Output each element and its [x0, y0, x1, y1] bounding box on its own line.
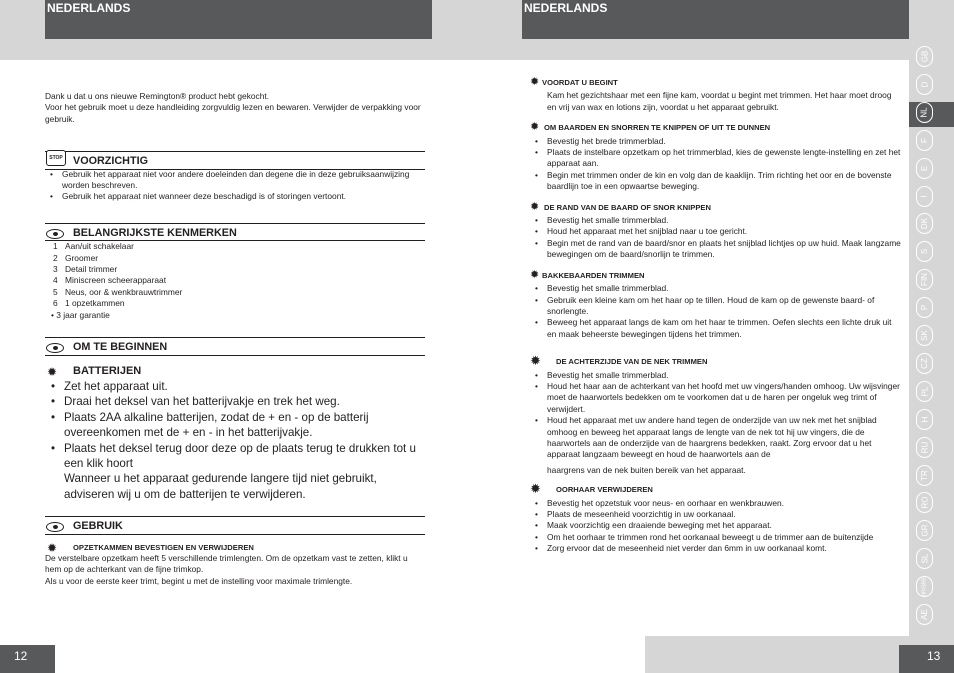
list-item: • Houd het apparaat met uw andere hand tegen de onderzijde van uw nek met het snijblad omhoog en beweeg het apparaat langs de lengte van de nek tot hij uw vingers, die de haarwortels aan de onderzijde van de haargrens bedekken, raakt. Zorg ervoor dat u het apparaat langzaam beweegt en houd de haarwortels aan de	[530, 415, 902, 461]
list-item: 1 Aan/uit schakelaar	[53, 241, 134, 252]
language-tab-fin[interactable]: FIN	[916, 269, 933, 290]
usage-text-1: De verstelbare opzetkam heeft 5 verschillende trimlengten. Om de opzetkam vast te zetten, klikt u hem op de achterkant van de fijne trimkop.	[45, 552, 408, 575]
neck-continuation: haargrens van de nek buiten bereik van het apparaat.	[547, 464, 746, 475]
list-item: • Zet het apparaat uit.	[45, 379, 425, 394]
features-title: BELANGRIJKSTE KENMERKEN	[73, 226, 237, 239]
language-tab-f[interactable]: F	[916, 130, 933, 151]
language-tab-sk[interactable]: SK	[916, 325, 933, 346]
eye-icon	[46, 229, 64, 239]
list-item: • Bevestig het opzetstuk voor neus- en oorhaar en wenkbrauwen.	[530, 498, 902, 509]
language-tab-ro[interactable]: RO	[916, 492, 933, 513]
usage-text-2: Als u voor de eerste keer trimt, begint u met de instelling voor maximale trimlengte.	[45, 575, 353, 586]
list-item: • Begin met de rand van de baard/snor en plaats het snijblad lichtjes op uw huid. Maak langzame bewegingen om de baard/snorlijn te trimmen.	[530, 238, 902, 261]
language-tab-gb[interactable]: GB	[916, 46, 933, 67]
features-list	[45, 241, 425, 309]
right-column	[530, 77, 902, 555]
beard-list	[530, 136, 902, 193]
language-tab-e[interactable]: E	[916, 158, 933, 179]
sun-icon: ✹	[530, 76, 540, 88]
list-item: • Plaats 2AA alkaline batterijen, zodat de + en - op de batterij overeenkomen met de + en - in het batterijvakje.	[45, 410, 425, 441]
language-tab-sl[interactable]: SL	[916, 548, 933, 569]
page-number-left: 12	[0, 645, 55, 673]
language-tab-h[interactable]: H	[916, 409, 933, 430]
list-item: • Maak voorzichtig een draaiende beweging met het apparaat.	[530, 520, 902, 531]
comb-heading: ✹ OPZETKAMMEN BEVESTIGEN EN VERWIJDEREN	[47, 540, 254, 555]
list-item: • Draai het deksel van het batterijvakje en trek het weg.	[45, 394, 425, 409]
language-tab-tr[interactable]: TR	[916, 465, 933, 486]
list-item: 5 Neus, oor & wenkbrauwtrimmer	[53, 286, 183, 297]
section-caution	[45, 151, 425, 169]
sun-icon: ✹	[47, 540, 58, 555]
getting-started-title: OM TE BEGINNEN	[73, 341, 168, 354]
list-item: • Zorg ervoor dat de meseenheid niet verder dan 6mm in uw oorkanaal komt.	[530, 543, 902, 554]
edge-heading: ✹ DE RAND VAN DE BAARD OF SNOR KNIPPEN	[530, 200, 711, 213]
sideburns-list	[530, 283, 902, 340]
list-item: • Bevestig het smalle trimmerblad.	[530, 283, 902, 294]
language-tab-d[interactable]: D	[916, 74, 933, 95]
list-item: 3 Detail trimmer	[53, 264, 118, 275]
caution-list	[45, 169, 425, 203]
sun-icon: ✹	[530, 121, 540, 134]
sun-icon: ✹	[530, 353, 541, 369]
list-item: • Houd het haar aan de achterkant van het hoofd met uw vingers/handen omhoog. Uw wijsvinger moet de haarwortels bedekken om te voorkomen dat u de haren per ongeluk weg trimt of verwijdert.	[530, 381, 902, 415]
list-item: • Plaats het deksel terug door deze op de plaats terug te drukken tot u een klik hoort	[45, 441, 425, 472]
eye-icon	[46, 522, 64, 532]
list-item: • Plaats de meseenheid voorzichtig in uw oorkanaal.	[530, 509, 902, 520]
language-tab-nl[interactable]: NL	[916, 102, 933, 123]
intro-line-2: Voor het gebruik moet u deze handleiding zorgvuldig lezen en bewaren. Verwijder de verpakking voor gebruik.	[45, 102, 421, 124]
caution-title: VOORZICHTIG	[73, 155, 148, 168]
section-features	[45, 223, 425, 241]
eye-icon	[46, 343, 64, 353]
list-item: • Plaats de instelbare opzetkam op het trimmerblad, kies de gewenste lengte-instelling en zet het apparaat aan.	[530, 147, 902, 170]
list-item: • Bevestig het smalle trimmerblad.	[530, 370, 902, 381]
language-tab-ru[interactable]: RU	[916, 437, 933, 458]
ear-heading: ✹ OORHAAR VERWIJDEREN	[530, 481, 653, 497]
ear-list	[530, 498, 902, 555]
sun-icon: ✹	[530, 200, 540, 213]
language-tab-i[interactable]: I	[916, 186, 933, 207]
sun-icon: ✹	[47, 364, 58, 379]
list-item: • Gebruik een kleine kam om het haar op te tillen. Houd de kam op de gewenste baard- of snorlengte.	[530, 295, 902, 318]
language-tab-hrsrb[interactable]: HR/SRB	[916, 576, 933, 597]
list-item: • Beweeg het apparaat langs de kam om het haar te trimmen. Oefen slechts een lichte druk uit en maak beheerste bewegingen tijdens het trimmen.	[530, 317, 902, 340]
batteries-list	[45, 379, 425, 471]
neck-list	[530, 370, 902, 461]
list-item: • Begin met trimmen onder de kin en volg dan de kaaklijn. Trim richting het oor en de bovenste baardlijn toe in een opwaartse beweging.	[530, 170, 902, 193]
language-tab-cz[interactable]: CZ	[916, 353, 933, 374]
list-item: • Gebruik het apparaat niet wanneer deze beschadigd is of storingen vertoont.	[45, 191, 425, 202]
list-item: • Om het oorhaar te trimmen rond het oorkanaal beweegt u de trimmer aan de buitenzijde	[530, 532, 902, 543]
usage-title: GEBRUIK	[73, 520, 123, 533]
section-usage	[45, 516, 425, 534]
language-tab-p[interactable]: P	[916, 297, 933, 318]
before-heading: ✹ VOORDAT U BEGINT	[530, 76, 618, 88]
neck-heading: ✹ DE ACHTERZIJDE VAN DE NEK TRIMMEN	[530, 353, 708, 369]
language-tab-s[interactable]: S	[916, 241, 933, 262]
batteries-note: Wanneer u het apparaat gedurende langere tijd niet gebruikt, adviseren wij u om de batterijen te verwijderen.	[64, 472, 377, 501]
section-getting-started	[45, 337, 425, 355]
sun-icon: ✹	[530, 268, 540, 281]
list-item: • Houd het apparaat met het snijblad naar u toe gericht.	[530, 226, 902, 237]
page-number-right: 13	[899, 645, 954, 673]
list-item: • Bevestig het brede trimmerblad.	[530, 136, 902, 147]
list-item: 6 1 opzetkammen	[53, 298, 125, 309]
stop-icon: STOP	[46, 150, 66, 166]
footer-right-band	[645, 636, 909, 673]
warranty: • 3 jaar garantie	[51, 309, 110, 320]
list-item: 2 Groomer	[53, 252, 99, 263]
sun-icon: ✹	[530, 481, 541, 497]
batteries-heading: ✹ BATTERIJEN	[47, 364, 142, 379]
beard-heading: ✹ OM BAARDEN EN SNORREN TE KNIPPEN OF UIT TE DUNNEN	[530, 121, 771, 134]
language-tab-ae[interactable]: AE	[916, 604, 933, 625]
list-item: • Gebruik het apparaat niet voor andere doeleinden dan degene die in deze gebruiksaanwijzing worden beschreven.	[45, 169, 425, 192]
header-left: NEDERLANDS	[45, 0, 432, 39]
left-column	[45, 91, 425, 587]
language-tab-pl[interactable]: PL	[916, 381, 933, 402]
header-right: NEDERLANDS	[522, 0, 909, 39]
sideburns-heading: ✹ BAKKEBAARDEN TRIMMEN	[530, 268, 645, 281]
list-item: • Bevestig het smalle trimmerblad.	[530, 215, 902, 226]
language-tab-dk[interactable]: DK	[916, 213, 933, 234]
before-text: Kam het gezichtshaar met een fijne kam, voordat u begint met trimmen. Het haar moet droog en vrij van wax en lotions zijn, voordat u het apparaat gebruikt.	[547, 90, 892, 112]
edge-list	[530, 215, 902, 261]
list-item: 4 Miniscreen scheerapparaat	[53, 275, 167, 286]
language-tab-gr[interactable]: GR	[916, 520, 933, 541]
intro-line-1: Dank u dat u ons nieuwe Remington® product hebt gekocht.	[45, 91, 270, 101]
